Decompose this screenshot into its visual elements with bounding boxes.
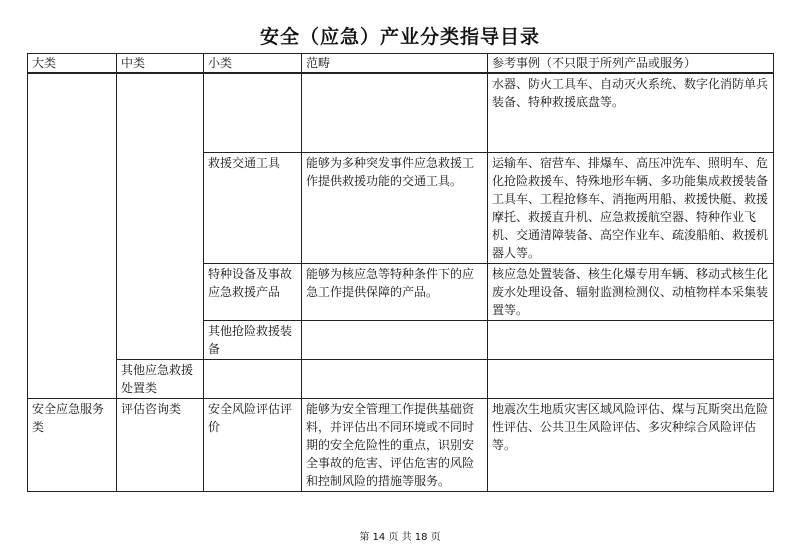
cell-minor: 其他抢险救援装备 xyxy=(204,320,302,359)
cell-scope: 能够为核应急等特种条件下的应急工作提供保障的产品。 xyxy=(302,263,488,320)
table-row xyxy=(28,398,774,491)
table-row xyxy=(28,359,774,398)
cell-scope: 能够为安全管理工作提供基础资料，并评估出不同环境或不同时期的安全危险性的重点，识别安全事故的危害、评估危害的风险和控制风险的措施等服务。 xyxy=(302,398,488,491)
cell-examples: 核应急处置装备、核生化爆专用车辆、移动式核生化废水处理设备、辐射监测检测仪、动植物样本采集装置等。 xyxy=(488,263,774,320)
header-major: 大类 xyxy=(28,54,117,74)
cell-minor: 特种设备及事故应急救援产品 xyxy=(204,263,302,320)
cell-scope xyxy=(302,359,488,398)
cell-scope xyxy=(302,73,488,152)
cell-scope: 能够为多种突发事件应急救援工作提供救援功能的交通工具。 xyxy=(302,152,488,263)
cell-middle: 评估咨询类 xyxy=(117,398,204,491)
cell-examples: 地震次生地质灾害区域风险评估、煤与瓦斯突出危险性评估、公共卫生风险评估、多灾种综合风险评估等。 xyxy=(488,398,774,491)
cell-examples: 运输车、宿营车、排爆车、高压冲洗车、照明车、危化抢险救援车、特殊地形车辆、多功能集成救援装备工具车、工程抢修车、消拖两用船、救援快艇、救援摩托、救援直升机、应急救援航空器、特种作业飞机、交通清障装备、高空作业车、疏浚船舶、救援机器人等。 xyxy=(488,152,774,263)
cell-minor xyxy=(204,73,302,152)
cell-minor xyxy=(204,359,302,398)
cell-major: 安全应急服务类 xyxy=(28,398,117,491)
header-minor: 小类 xyxy=(204,54,302,74)
cell-examples xyxy=(488,320,774,359)
header-examples: 参考事例（不只限于所列产品或服务） xyxy=(488,54,774,74)
cell-major xyxy=(28,73,117,398)
cell-examples: 水器、防火工具车、自动灭火系统、数字化消防单兵装备、特种救援底盘等。 xyxy=(488,73,774,152)
cell-minor: 安全风险评估评价 xyxy=(204,398,302,491)
page-title: 安全（应急）产业分类指导目录 xyxy=(259,26,540,48)
page-footer: 第 14 页 共 18 页 xyxy=(359,532,441,543)
table-header-row xyxy=(28,54,774,74)
header-middle: 中类 xyxy=(117,54,204,74)
cell-examples xyxy=(488,359,774,398)
cell-minor: 救援交通工具 xyxy=(204,152,302,263)
cell-middle xyxy=(117,73,204,359)
cell-scope xyxy=(302,320,488,359)
cell-middle: 其他应急救援处置类 xyxy=(117,359,204,398)
catalog-table xyxy=(27,53,774,492)
table-row xyxy=(28,73,774,152)
header-scope: 范畴 xyxy=(302,54,488,74)
